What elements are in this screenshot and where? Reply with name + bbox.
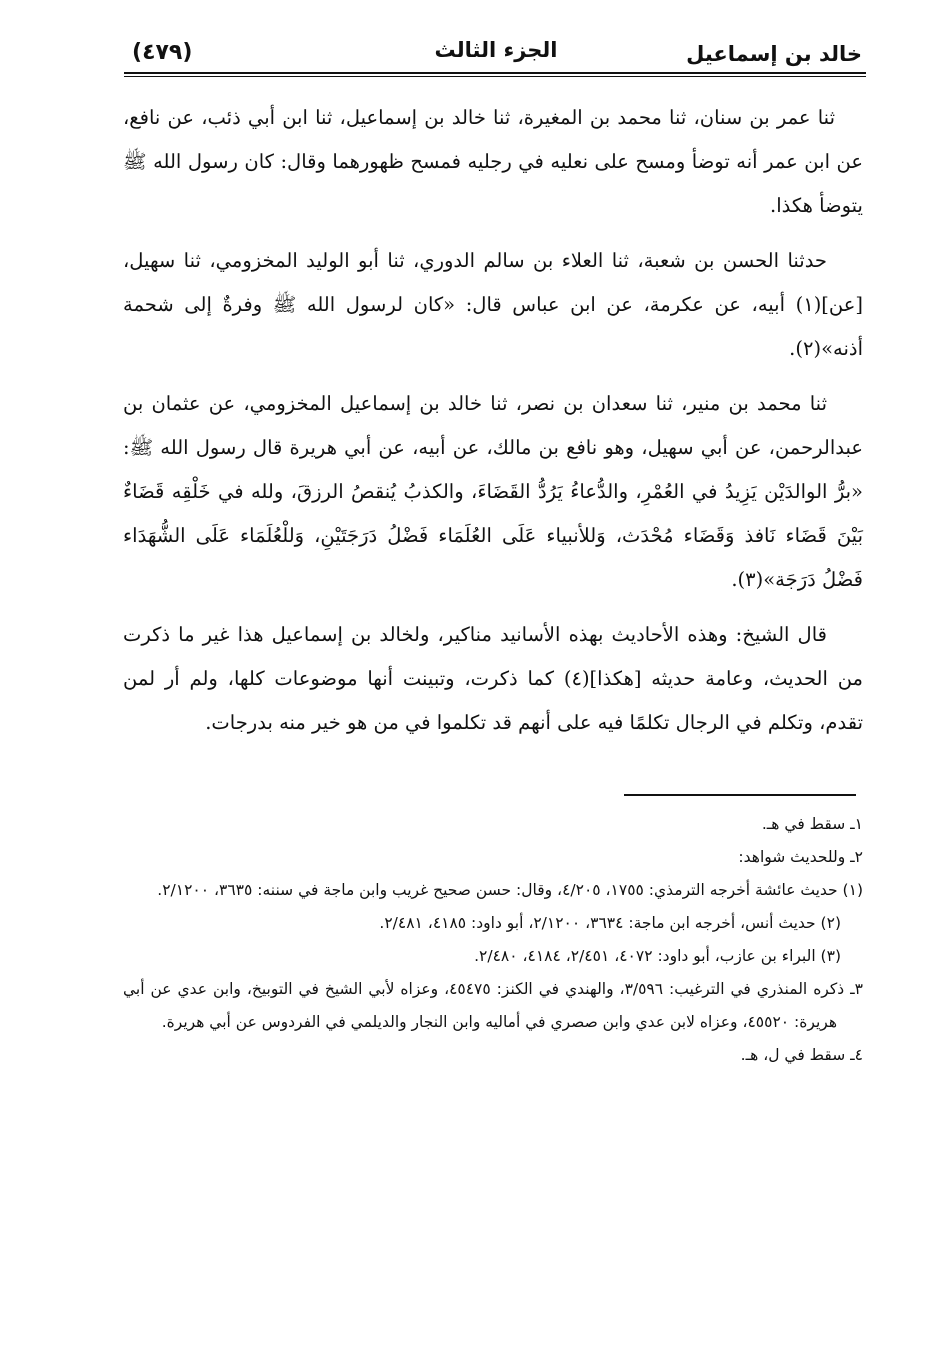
footnote-2-intro: ٢ـ وللحديث شواهد: bbox=[738, 848, 863, 866]
footnotes bbox=[123, 808, 863, 1072]
footnote-separator bbox=[624, 794, 856, 796]
footnote-2-item-3: (٣) البراء بن عازب، أبو داود: ٤٠٧٢، ٢/٤٥١، ٤١٨٤، ٢/٤٨٠. bbox=[474, 947, 841, 965]
page-header bbox=[126, 30, 866, 72]
main-text bbox=[123, 96, 863, 756]
footnote-4: ٤ـ سقط في ل، هـ. bbox=[740, 1046, 863, 1064]
paragraph-1: ثنا عمر بن سنان، ثنا محمد بن المغيرة، ثنا خالد بن إسماعيل، ثنا ابن أبي ذئب، عن نافع، عن ابن عمر أنه توضأ ومسح على نعليه في رجليه فمسح ظهورهما وقال: كان رسول الله ﷺ يتوضأ هكذا. bbox=[123, 106, 863, 217]
page-number: (٤٧٩) bbox=[132, 40, 193, 65]
footnote-1: ١ـ سقط في هـ. bbox=[761, 815, 863, 833]
footnote-2-item-2: (٢) حديث أنس، أخرجه ابن ماجة: ٣٦٣٤، ٢/١٢٠٠، أبو داود: ٤١٨٥، ٢/٤٨١. bbox=[379, 914, 841, 932]
section-title: خالد بن إسماعيل bbox=[686, 42, 862, 66]
footnote-3: ٣ـ ذكره المنذري في الترغيب: ٣/٥٩٦، والهندي في الكنز: ٤٥٤٧٥، وعزاه لأبي الشيخ في التوبيخ، وابن عدي عن أبي هريرة: ٤٥٥٢٠، وعزاه لابن عدي وابن صصري في أماليه وابن النجار والديلمي في الفردوس عن أبي هريرة. bbox=[123, 980, 863, 1031]
footnote-2-item-1: (١) حديث عائشة أخرجه الترمذي: ١٧٥٥، ٤/٢٠٥، وقال: حسن صحيح غريب وابن ماجة في سننه: ٣٦٣٥، ٢/١٢٠٠. bbox=[157, 881, 863, 899]
paragraph-4: قال الشيخ: وهذه الأحاديث بهذه الأسانيد مناكير، ولخالد بن إسماعيل هذا غير ما ذكرت من الحديث، وعامة حديثه [هكذا](٤) كما ذكرت، وتبينت أنها موضوعات كلها، ولم أر لمن تقدم، وتكلم في الرجال تكلمًا فيه على أنهم قد تكلموا في من هو خير منه بدرجات. bbox=[123, 623, 863, 734]
volume-title: الجزء الثالث bbox=[434, 38, 558, 62]
header-rule bbox=[124, 72, 866, 77]
paragraph-2: حدثنا الحسن بن شعبة، ثنا العلاء بن سالم الدوري، ثنا أبو الوليد المخزومي، ثنا سهيل، [عن](١) أبيه، عن عكرمة، عن ابن عباس قال: «كان لرسول الله ﷺ وفرةٌ إلى شحمة أذنه»(٢). bbox=[123, 249, 863, 360]
paragraph-3: ثنا محمد بن منير، ثنا سعدان بن نصر، ثنا خالد بن إسماعيل المخزومي، عن عثمان بن عبدالرحمن، عن أبي سهيل، وهو نافع بن مالك، عن أبيه، عن أبي هريرة قال رسول الله ﷺ: «برُّ الوالدَيْن يَزِيدُ في العُمْرِ، والدُّعاءُ يَرُدُّ القَضَاءَ، والكذبُ يُنقصُ الرزقَ، ولله في خَلْقِه قَضَاءٌ بَيْنَ قَضَاء نَافذ وَقَضَاء مُحْدَث، وَللأنبياء عَلَى العُلَمَاء فَضْلُ دَرَجَتَيْنِ، وَللْعُلَمَاء عَلَى الشُّهَدَاء فَضْلُ دَرَجَة»(٣). bbox=[123, 392, 863, 591]
